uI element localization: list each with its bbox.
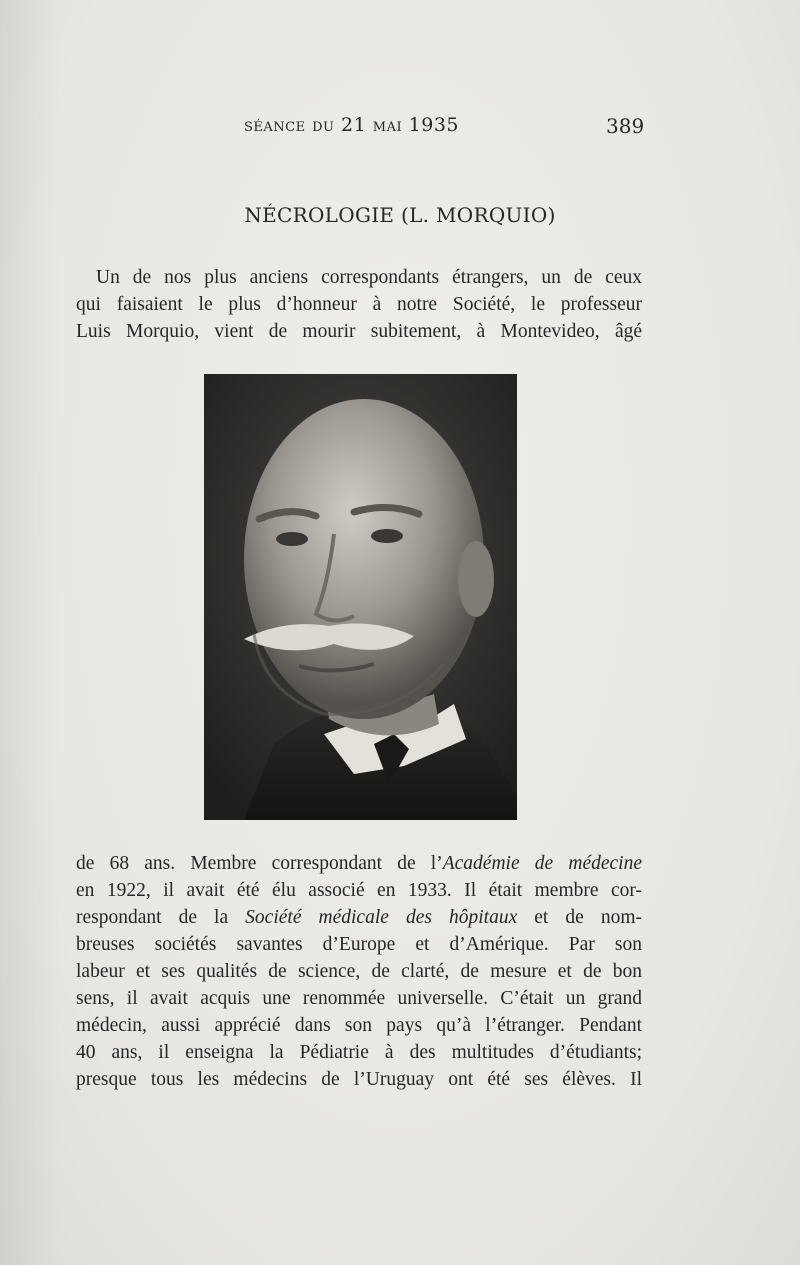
paragraph-biography <box>76 850 642 1093</box>
running-title: séance du 21 mai 1935 <box>244 114 459 136</box>
text-line: en 1922, il avait été élu associé en 1933. Il était membre cor- <box>76 880 642 901</box>
paragraph-intro <box>76 264 642 345</box>
text-segment: de 68 ans. Membre correspondant de l’ <box>76 853 443 874</box>
text-line: médecin, aussi apprécié dans son pays qu’à l’étranger. Pendant <box>76 1015 642 1036</box>
text-line: Un de nos plus anciens correspondants étrangers, un de ceux <box>96 267 642 288</box>
portrait-photo <box>204 374 517 820</box>
running-head <box>0 112 800 142</box>
text-line: sens, il avait acquis une renommée universelle. C’était un grand <box>76 988 642 1009</box>
portrait-image <box>204 374 517 820</box>
article-heading: NÉCROLOGIE (L. MORQUIO) <box>244 203 556 227</box>
text-line: qui faisaient le plus d’honneur à notre Société, le professeur <box>76 294 642 315</box>
page-number: 389 <box>606 114 645 138</box>
italic-title: Société médicale des hôpitaux <box>245 907 518 928</box>
text-segment: et de nom- <box>517 907 643 928</box>
text-line <box>76 850 642 877</box>
text-line: 40 ans, il enseigna la Pédiatrie à des multitudes d’étudiants; <box>76 1042 642 1063</box>
gutter-shadow <box>0 0 60 1265</box>
text-segment: respondant de la <box>76 907 246 928</box>
italic-title: Académie de médecine <box>442 853 643 874</box>
text-line: Luis Morquio, vient de mourir subitement, à Montevideo, âgé <box>76 321 642 342</box>
text-line: labeur et ses qualités de science, de clarté, de mesure et de bon <box>76 961 642 982</box>
text-line: presque tous les médecins de l’Uruguay ont été ses élèves. Il <box>76 1069 642 1090</box>
text-line <box>76 904 642 931</box>
text-line: breuses sociétés savantes d’Europe et d’Amérique. Par son <box>76 934 642 955</box>
